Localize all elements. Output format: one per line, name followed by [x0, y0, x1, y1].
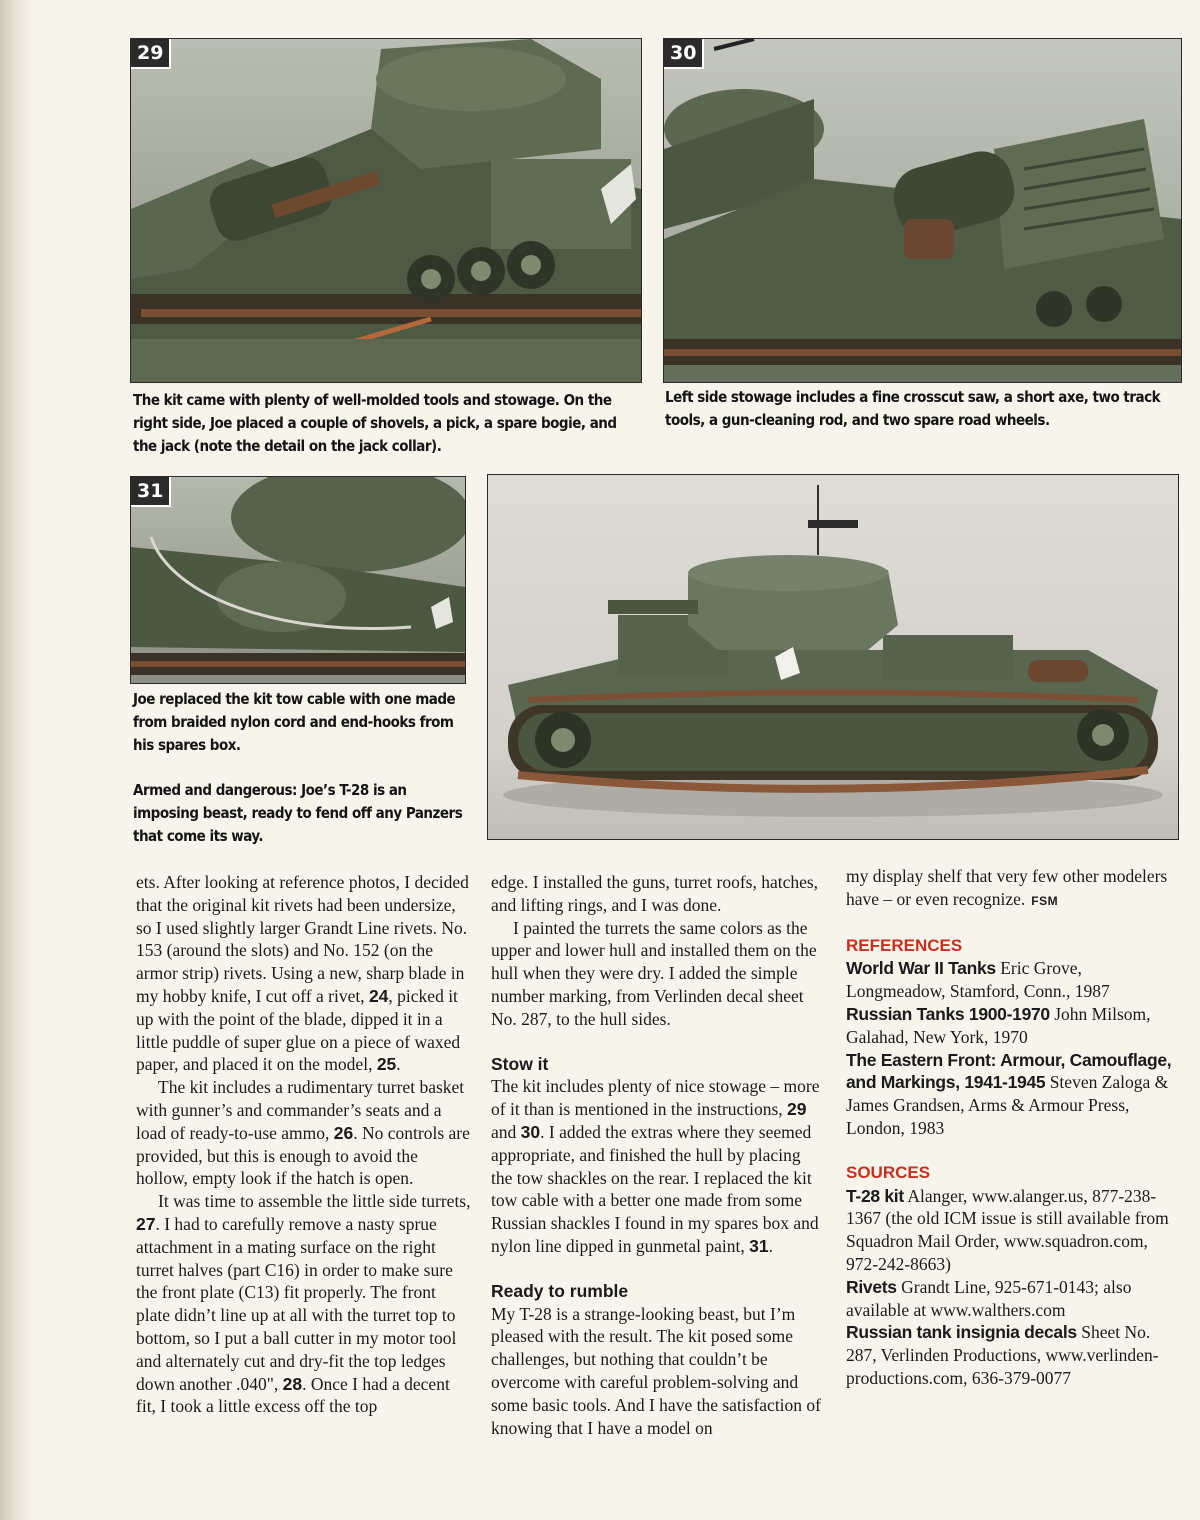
col1-paragraph-1: [136, 871, 472, 1076]
photo-30: [663, 38, 1182, 383]
photo-ref-28: 28: [282, 1373, 303, 1394]
heading-stow-it: Stow it: [491, 1053, 549, 1074]
photo-ref-25: 25: [376, 1054, 397, 1075]
col2-text: . I added the extras where they seemed appropriate, and finished the hull by placing the tow shackles on the rear. I replaced the kit tow cable with a better one made from some Russian shackles I found in my spares box and nylon line dipped in gunmetal paint,: [491, 1121, 819, 1256]
reference-entry-detail: Eric Grove, Longmeadow, Stamford, Conn., 1987: [846, 958, 1110, 1002]
col1-text: .: [396, 1054, 401, 1075]
col2-paragraph-2: I painted the turrets the same colors as the upper and lower hull and installed them on the hull when they were dry. I added the simple number marking, from Verlinden decal sheet No. 287, to the hull sides.: [491, 917, 817, 1029]
caption-photo-31: Joe replaced the kit tow cable with one made from braided nylon cord and end-hooks from his spares box.: [133, 690, 456, 754]
photo-number-badge: 29: [131, 39, 171, 69]
reference-entry-detail: Steven Zaloga & James Grandsen, Arms & Armour Press, London, 1983: [846, 1072, 1169, 1138]
col3-text: my display shelf that very few other modelers have – or even recognize.: [846, 866, 1168, 909]
col2-paragraph-1: edge. I installed the guns, turret roofs, hatches, and lifting rings, and I was done.: [491, 872, 819, 915]
reference-entry-title: Russian Tanks 1900-1970: [846, 1003, 1050, 1024]
article-column-1: [136, 871, 472, 1418]
source-entry-detail: Alanger, www.alanger.us, 877-238-1367 (the old ICM issue is still available from Squadron Mail Order, www.squadron.com, 972-242-8663): [846, 1185, 1169, 1274]
article-column-2: [491, 871, 825, 1439]
col1-text: , picked it up with the point of the blade, dipped it in a little puddle of super glue on a piece of waxed paper, and placed it on the model,: [136, 985, 461, 1075]
photo-29-tank-image: [131, 39, 641, 382]
caption-main-photo: Armed and dangerous: Joe’s T-28 is an imposing beast, ready to fend off any Panzers that come its way.: [133, 781, 463, 845]
source-entry-detail: Grandt Line, 925-671-0143; also available at www.walthers.com: [846, 1276, 1132, 1320]
reference-entry-detail: John Milsom, Galahad, New York, 1970: [846, 1003, 1151, 1047]
photo-31: [130, 476, 466, 684]
col1-text: The kit includes a rudimentary turret basket with gunner’s and commander’s seats and a load of ready-to-use ammo,: [136, 1077, 465, 1143]
page-gutter-shadow: [0, 0, 34, 1520]
photo-number-badge: 31: [131, 477, 171, 507]
caption-photo-29: The kit came with plenty of well-molded tools and stowage. On the right side, Joe placed a couple of shovels, a pick, a spare bogie, and the jack (note the detail on the jack collar).: [133, 391, 617, 455]
source-entry: [846, 1321, 1176, 1389]
photo-ref-24: 24: [368, 985, 389, 1006]
col3-paragraph-1: [846, 865, 1176, 913]
source-entry-title: Rivets: [846, 1276, 897, 1297]
col1-paragraph-3: [136, 1190, 472, 1418]
source-entry: [846, 1276, 1176, 1322]
heading-ready-to-rumble: Ready to rumble: [491, 1280, 629, 1301]
reference-entry-title: The Eastern Front: Armour, Camouflage, and Markings, 1941-1945: [846, 1049, 1172, 1093]
source-entry-detail: Sheet No. 287, Verlinden Productions, www.verlinden-productions.com, 636-379-0077: [846, 1322, 1159, 1388]
photo-number-badge: 30: [664, 39, 704, 69]
article-column-3: [846, 865, 1176, 1390]
col1-paragraph-2: [136, 1076, 472, 1190]
fsm-end-mark: FSM: [1031, 893, 1059, 908]
col2-paragraph-3: [491, 1075, 825, 1257]
main-tank-image: [488, 475, 1178, 839]
reference-entry: [846, 1049, 1176, 1140]
reference-entry: [846, 957, 1176, 1003]
col1-text: . I had to carefully remove a nasty sprue attachment in a mating surface on the right turret halves (part C16) in order to make sure the front plate (C13) fit properly. The front plate didn’t line up at all with the turret top to bottom, so I put a ball cutter in my motor tool and alternately cut and dry-fit the top ledges down another .040",: [136, 1213, 457, 1394]
col1-text: ets. After looking at reference photos, I decided that the original kit rivets had been undersize, so I used slightly larger Grandt Line rivets. No. 153 (around the slots) and No. 152 (on the armor strip) rivets. Using a new, sharp blade in my hobby knife, I cut off a rivet,: [136, 872, 469, 1006]
photo-30-tank-image: [664, 39, 1181, 382]
photo-ref-29: 29: [787, 1099, 807, 1120]
caption-photo-30: Left side stowage includes a fine crosscut saw, a short axe, two track tools, a gun-cleaning rod, and two spare road wheels.: [665, 388, 1161, 429]
col2-text: and: [491, 1121, 521, 1142]
source-entry: [846, 1185, 1176, 1276]
col1-text: . No controls are provided, but this is enough to avoid the hollow, empty look if the hatch is open.: [136, 1122, 470, 1189]
photo-31-tank-image: [131, 477, 465, 683]
col2-paragraph-4: My T-28 is a strange-looking beast, but I’m pleased with the result. The kit posed some challenges, but nothing that couldn’t be overcome with careful problem-solving and some basic tools. And I have the satisfaction of knowing that I have a model on: [491, 1303, 821, 1438]
photo-29: [130, 38, 642, 383]
photo-ref-31: 31: [749, 1235, 769, 1256]
col2-text: The kit includes plenty of nice stowage – more of it than is mentioned in the instructions,: [491, 1076, 820, 1120]
col1-text: It was time to assemble the little side turrets,: [158, 1191, 471, 1212]
sources-list: [846, 1185, 1176, 1390]
references-list: [846, 957, 1176, 1139]
source-entry-title: Russian tank insignia decals: [846, 1322, 1077, 1343]
col2-text: .: [768, 1235, 773, 1256]
photo-ref-27: 27: [136, 1213, 156, 1234]
photo-ref-26: 26: [333, 1122, 354, 1143]
photo-main-tank: [487, 474, 1179, 840]
references-heading: REFERENCES: [846, 935, 963, 955]
photo-ref-30: 30: [520, 1121, 541, 1142]
reference-entry-title: World War II Tanks: [846, 958, 996, 979]
reference-entry: [846, 1003, 1176, 1049]
col1-text: . Once I had a decent fit, I took a little excess off the top: [136, 1373, 450, 1417]
source-entry-title: T-28 kit: [846, 1185, 904, 1206]
sources-heading: SOURCES: [846, 1162, 931, 1182]
